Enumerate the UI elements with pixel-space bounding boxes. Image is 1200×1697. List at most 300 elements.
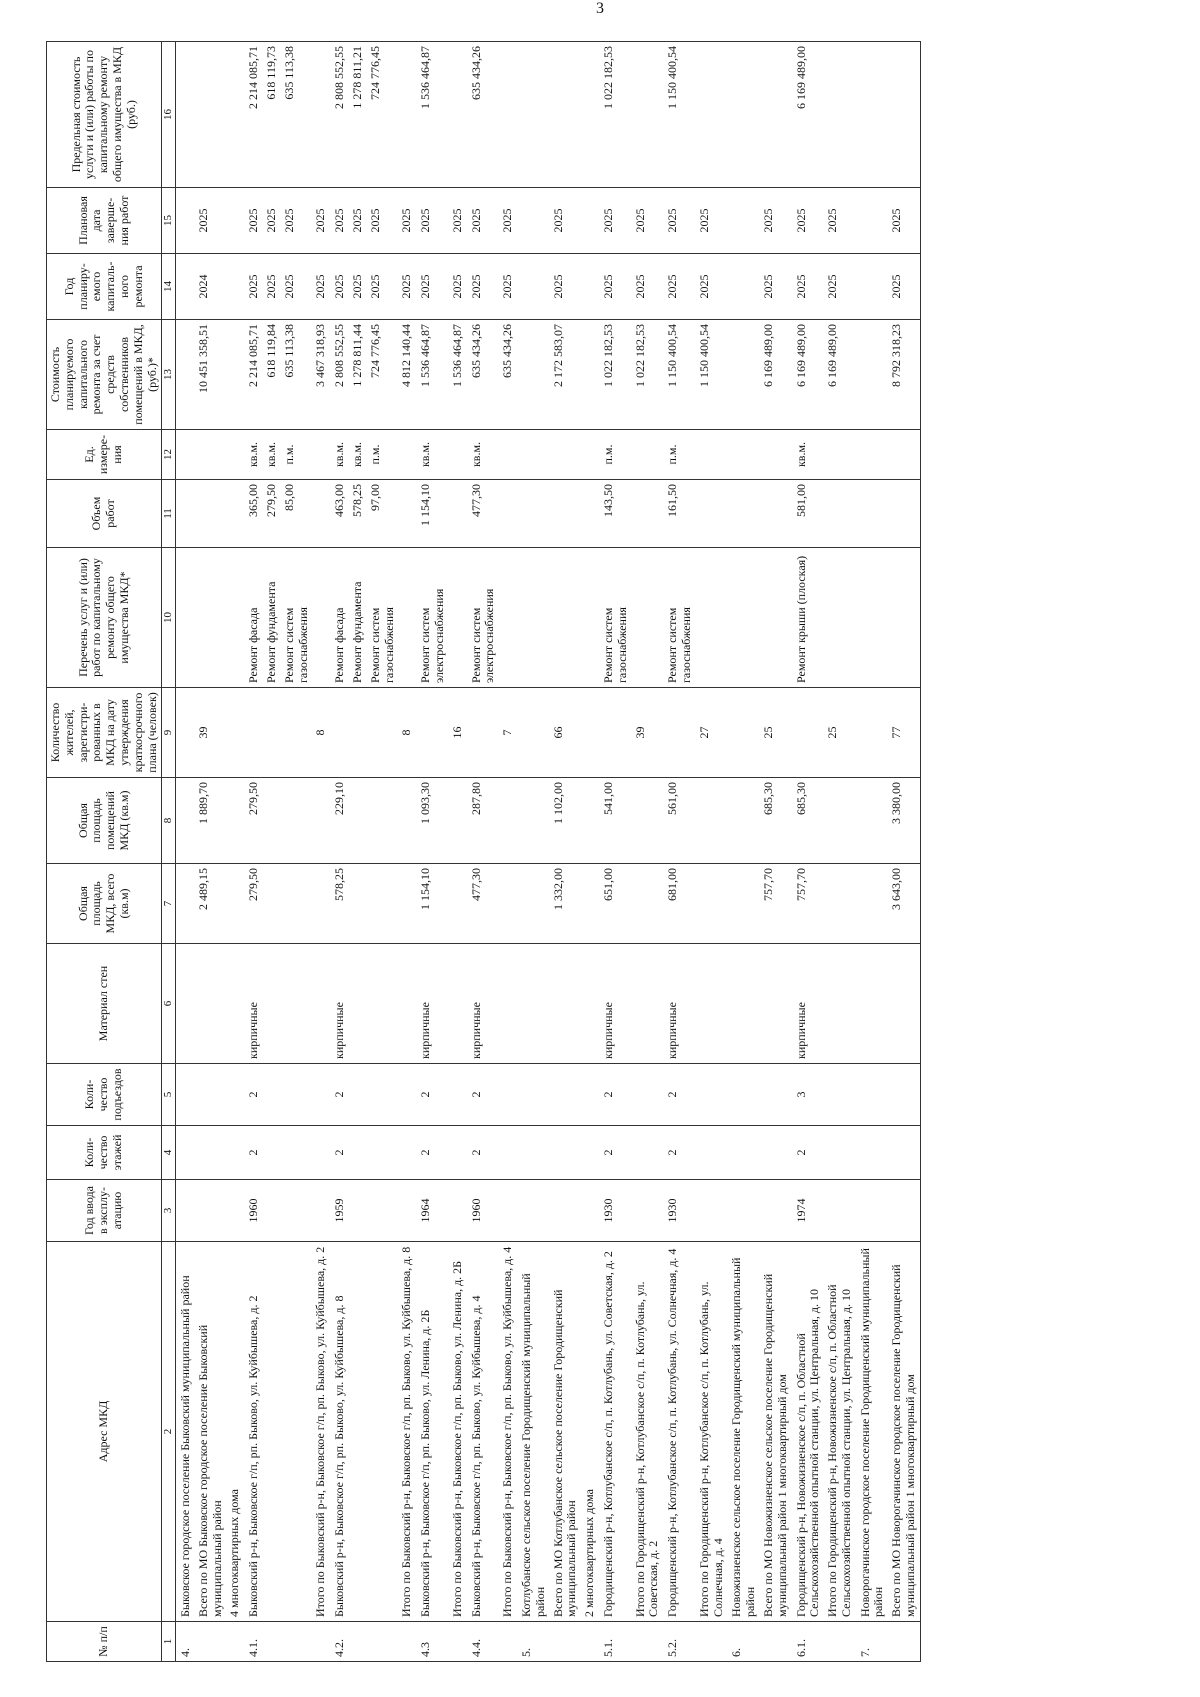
table-cell: 2 — [416, 1064, 449, 1126]
table-cell: 618 119,84 — [263, 320, 281, 430]
table-cell — [517, 480, 550, 548]
table-row — [398, 42, 416, 1662]
table-row — [824, 42, 856, 1662]
table-cell — [398, 430, 416, 480]
table-cell: 2025 — [449, 188, 467, 254]
table-row — [195, 42, 227, 1662]
table-cell: 10 451 358,51 — [195, 320, 227, 430]
table-cell — [581, 864, 599, 944]
table-cell — [195, 1126, 227, 1180]
table-cell: 2 — [599, 1064, 632, 1126]
table-cell — [824, 1126, 856, 1180]
table-cell — [581, 1126, 599, 1180]
table-cell: Городищенский р-н, Котлубанское с/п, п. Котлубань, ул. Советская, д. 2 — [599, 1242, 632, 1622]
table-cell — [696, 1622, 728, 1662]
table-cell: 635 434,26 — [499, 320, 517, 430]
table-cell: 1 022 182,53 — [632, 320, 664, 430]
table-cell: 161,50 — [663, 480, 696, 548]
table-cell — [581, 1180, 599, 1242]
table-cell — [263, 1242, 281, 1622]
table-cell — [824, 778, 856, 864]
table-cell — [449, 480, 467, 548]
table-cell: 1930 — [663, 1180, 696, 1242]
table-cell: 3 467 318,93 — [312, 320, 330, 430]
table-cell: Итого по Быковский р-н, Быковское г/п, рп. Быково, ул. Куйбышева, д. 8 — [398, 1242, 416, 1622]
table-cell: 5.2. — [663, 1622, 696, 1662]
table-cell — [727, 188, 760, 254]
table-cell — [226, 42, 244, 188]
column-number: 9 — [162, 688, 176, 778]
table-cell — [195, 42, 227, 188]
table-cell — [888, 42, 920, 188]
table-cell — [581, 430, 599, 480]
table-cell — [176, 430, 195, 480]
table-cell: 2024 — [195, 254, 227, 320]
table-row — [281, 42, 313, 1662]
table-cell: 2 214 085,71 — [244, 42, 263, 188]
table-cell — [760, 42, 792, 188]
table-cell — [517, 430, 550, 480]
table-cell — [888, 944, 920, 1064]
table-cell — [856, 548, 889, 688]
table-cell: 8 — [398, 688, 416, 778]
table-cell: Ремонт фундамента — [263, 548, 281, 688]
table-cell — [449, 430, 467, 480]
table-cell — [856, 688, 889, 778]
table-row — [581, 42, 599, 1662]
table-cell: 279,50 — [263, 480, 281, 548]
table-cell — [824, 864, 856, 944]
column-header: Ед. измере-ния — [47, 430, 162, 480]
table-cell: Итого по Быковский р-н, Быковское г/п, рп. Быково, ул. Куйбышева, д. 4 — [499, 1242, 517, 1622]
table-cell: 6 169 489,00 — [824, 320, 856, 430]
table-cell — [263, 1622, 281, 1662]
column-header: Адрес МКД — [47, 1242, 162, 1622]
column-number: 15 — [162, 188, 176, 254]
table-cell — [581, 688, 599, 778]
table-cell — [632, 1126, 664, 1180]
table-cell — [517, 188, 550, 254]
table-cell: Итого по Городищенский р-н, Котлубанское с/п, п. Котлубань, ул. Солнечная, д. 4 — [696, 1242, 728, 1622]
table-cell: 2025 — [663, 188, 696, 254]
table-cell: 5. — [517, 1622, 550, 1662]
table-cell: 2025 — [330, 188, 349, 254]
table-cell: 2 808 552,55 — [330, 320, 349, 430]
table-cell: Ремонт фасада — [244, 548, 263, 688]
table-cell — [581, 188, 599, 254]
table-cell — [349, 1622, 367, 1662]
table-cell — [632, 1064, 664, 1126]
table-cell — [550, 944, 582, 1064]
table-cell: 477,30 — [467, 864, 500, 944]
table-cell — [312, 1064, 330, 1126]
table-cell — [727, 1126, 760, 1180]
table-cell — [367, 1242, 399, 1622]
table-cell: 685,30 — [760, 778, 792, 864]
table-cell: 2025 — [696, 188, 728, 254]
table-cell: 635 434,26 — [467, 320, 500, 430]
table-cell — [696, 430, 728, 480]
table-cell — [281, 1242, 313, 1622]
table-cell — [581, 778, 599, 864]
table-cell — [888, 1180, 920, 1242]
column-number-row — [162, 42, 176, 1662]
table-cell — [499, 944, 517, 1064]
table-row — [888, 42, 920, 1662]
table-cell: 2025 — [398, 254, 416, 320]
table-cell: 724 776,45 — [367, 320, 399, 430]
table-cell — [330, 688, 349, 778]
column-header: Количество жителей, зарегистри-рованных в МКД на дату утверждения краткосрочного плана (человек) — [47, 688, 162, 778]
table-cell — [176, 688, 195, 778]
table-cell — [226, 188, 244, 254]
table-cell — [226, 320, 244, 430]
table-cell — [824, 480, 856, 548]
table-cell: 2025 — [367, 188, 399, 254]
column-number: 1 — [162, 1622, 176, 1662]
table-cell: кирпичные — [599, 944, 632, 1064]
table-cell — [226, 254, 244, 320]
table-cell — [226, 864, 244, 944]
table-row — [727, 42, 760, 1662]
table-cell — [517, 944, 550, 1064]
table-cell — [176, 778, 195, 864]
table-cell: 2025 — [760, 188, 792, 254]
table-cell — [263, 864, 281, 944]
capital-repair-table — [46, 41, 921, 1662]
table-cell: 2 — [244, 1126, 263, 1180]
table-cell — [727, 944, 760, 1064]
table-cell — [312, 864, 330, 944]
table-row — [760, 42, 792, 1662]
table-cell — [550, 42, 582, 188]
table-cell — [398, 1126, 416, 1180]
table-cell — [467, 688, 500, 778]
table-row — [517, 42, 550, 1662]
table-cell: 2025 — [499, 188, 517, 254]
table-cell — [632, 1180, 664, 1242]
table-cell — [824, 548, 856, 688]
table-cell — [581, 1064, 599, 1126]
column-number: 2 — [162, 1242, 176, 1622]
table-cell — [244, 688, 263, 778]
table-cell — [312, 1126, 330, 1180]
column-number: 8 — [162, 778, 176, 864]
table-cell: 2 — [663, 1064, 696, 1126]
column-header: Предельная стоимость услуги и (или) работы по капитальному ремонту общего имущества в МКД (руб.) — [47, 42, 162, 188]
table-cell: Ремонт систем газоснабжения — [599, 548, 632, 688]
table-cell — [581, 42, 599, 188]
table-cell: 5.1. — [599, 1622, 632, 1662]
table-cell — [888, 1622, 920, 1662]
table-row — [696, 42, 728, 1662]
table-cell — [176, 1064, 195, 1126]
table-cell: кирпичные — [330, 944, 349, 1064]
table-cell: 8 792 318,23 — [888, 320, 920, 430]
table-cell: 7. — [856, 1622, 889, 1662]
table-cell — [398, 42, 416, 188]
table-cell: 2025 — [467, 254, 500, 320]
table-cell: Итого по Быковский р-н, Быковское г/п, рп. Быково, ул. Ленина, д. 2Б — [449, 1242, 467, 1622]
table-cell — [632, 864, 664, 944]
table-cell: 4.2. — [330, 1622, 349, 1662]
table-cell: кирпичные — [244, 944, 263, 1064]
table-cell: 635 113,38 — [281, 320, 313, 430]
table-row — [312, 42, 330, 1662]
table-cell — [517, 42, 550, 188]
table-cell: 3 380,00 — [888, 778, 920, 864]
table-cell — [856, 778, 889, 864]
table-cell: 2025 — [599, 188, 632, 254]
table-cell: 2025 — [244, 254, 263, 320]
table-cell: 2025 — [499, 254, 517, 320]
table-cell: 1 536 464,87 — [416, 42, 449, 188]
table-cell: Итого по Городищенский р-н, Новожизненское с/п, п. Областной Сельскохозяйственной опытной станции, ул. Центральная, д. 10 — [824, 1242, 856, 1622]
table-cell: 66 — [550, 688, 582, 778]
table-cell: 2025 — [550, 188, 582, 254]
column-number: 16 — [162, 42, 176, 188]
table-cell — [727, 1180, 760, 1242]
table-cell — [263, 1126, 281, 1180]
table-cell — [398, 480, 416, 548]
table-cell: 2025 — [888, 254, 920, 320]
table-row — [226, 42, 244, 1662]
table-cell: 39 — [195, 688, 227, 778]
table-cell — [349, 1242, 367, 1622]
table-cell — [888, 548, 920, 688]
column-number: 13 — [162, 320, 176, 430]
table-body — [176, 42, 921, 1662]
table-cell: 1964 — [416, 1180, 449, 1242]
table-cell — [349, 944, 367, 1064]
table-cell: Котлубанское сельское поселение Городищенский муниципальный район — [517, 1242, 550, 1622]
table-cell — [696, 1126, 728, 1180]
table-cell — [632, 1622, 664, 1662]
table-cell — [499, 1622, 517, 1662]
table-cell — [281, 778, 313, 864]
table-cell — [367, 1180, 399, 1242]
table-cell — [449, 1180, 467, 1242]
table-cell — [312, 42, 330, 188]
table-cell — [226, 1126, 244, 1180]
table-cell — [517, 548, 550, 688]
table-cell — [263, 1064, 281, 1126]
table-cell: Быковский р-н, Быковское г/п, рп. Быково, ул. Куйбышева, д. 4 — [467, 1242, 500, 1622]
table-cell: 39 — [632, 688, 664, 778]
table-cell — [581, 1622, 599, 1662]
table-cell: 2 — [467, 1126, 500, 1180]
table-cell — [888, 480, 920, 548]
table-cell: 2 — [330, 1126, 349, 1180]
table-cell: 635 113,38 — [281, 42, 313, 188]
table-cell — [517, 254, 550, 320]
table-cell — [696, 480, 728, 548]
table-cell — [632, 778, 664, 864]
table-cell: Городищенский р-н, Новожизненское с/п, п. Областной Сельскохозяйственной опытной станции, ул. Центральная, д. 10 — [792, 1242, 825, 1622]
table-cell: 1 093,30 — [416, 778, 449, 864]
table-cell — [367, 864, 399, 944]
table-cell — [449, 548, 467, 688]
table-cell: 2025 — [312, 254, 330, 320]
table-cell: 16 — [449, 688, 467, 778]
column-header: Материал стен — [47, 944, 162, 1064]
table-cell — [398, 548, 416, 688]
table-cell — [581, 320, 599, 430]
table-cell: Всего по МО Новожизненское сельское поселение Городищенский муниципальный район 1 многоквартирный дом — [760, 1242, 792, 1622]
table-cell — [312, 480, 330, 548]
table-cell — [312, 430, 330, 480]
table-cell: 2 489,15 — [195, 864, 227, 944]
table-cell: 1 102,00 — [550, 778, 582, 864]
table-cell: кирпичные — [467, 944, 500, 1064]
table-cell: 2025 — [416, 188, 449, 254]
table-cell: кв.м. — [263, 430, 281, 480]
column-header: № п/п — [47, 1622, 162, 1662]
table-cell — [727, 1064, 760, 1126]
table-cell: 2025 — [195, 188, 227, 254]
table-cell: 757,70 — [792, 864, 825, 944]
table-cell: 2025 — [281, 254, 313, 320]
table-cell — [449, 42, 467, 188]
table-cell — [550, 1622, 582, 1662]
table-cell — [499, 430, 517, 480]
table-cell: 2 — [330, 1064, 349, 1126]
table-row — [550, 42, 582, 1662]
table-cell — [727, 320, 760, 430]
table-cell: 578,25 — [349, 480, 367, 548]
table-cell: 279,50 — [244, 778, 263, 864]
table-cell — [760, 430, 792, 480]
column-header: Плановая дата заверше-ния работ — [47, 188, 162, 254]
table-cell — [824, 1180, 856, 1242]
table-cell: Ремонт систем газоснабжения — [281, 548, 313, 688]
table-cell — [856, 430, 889, 480]
table-cell: кв.м. — [467, 430, 500, 480]
table-cell: 97,00 — [367, 480, 399, 548]
table-cell: 1 022 182,53 — [599, 320, 632, 430]
table-cell: 4. — [176, 1622, 195, 1662]
table-cell — [499, 42, 517, 188]
table-cell: 2025 — [663, 254, 696, 320]
table-cell: Ремонт систем электроснабжения — [467, 548, 500, 688]
table-cell: 635 434,26 — [467, 42, 500, 188]
table-cell — [226, 548, 244, 688]
table-cell: 2025 — [792, 188, 825, 254]
table-cell: 85,00 — [281, 480, 313, 548]
table-cell — [499, 778, 517, 864]
table-cell — [760, 1064, 792, 1126]
table-cell: кв.м. — [792, 430, 825, 480]
table-row — [663, 42, 696, 1662]
table-cell — [696, 864, 728, 944]
table-cell: 1960 — [467, 1180, 500, 1242]
column-header: Год планиру-емого капиталь-ного ремонта — [47, 254, 162, 320]
table-cell: 2025 — [349, 254, 367, 320]
table-cell: Быковский р-н, Быковское г/п, рп. Быково, ул. Куйбышева, д. 2 — [244, 1242, 263, 1622]
table-cell — [727, 430, 760, 480]
table-cell — [349, 1180, 367, 1242]
table-cell — [263, 688, 281, 778]
table-cell — [281, 1064, 313, 1126]
table-cell — [727, 548, 760, 688]
table-cell: 1930 — [599, 1180, 632, 1242]
table-cell — [449, 778, 467, 864]
table-cell — [312, 1622, 330, 1662]
table-cell: п.м. — [367, 430, 399, 480]
table-cell — [517, 320, 550, 430]
table-cell: кв.м. — [244, 430, 263, 480]
table-cell — [499, 1126, 517, 1180]
table-cell — [696, 548, 728, 688]
table-cell: 2 — [663, 1126, 696, 1180]
table-cell — [398, 1622, 416, 1662]
table-cell — [367, 944, 399, 1064]
column-number: 11 — [162, 480, 176, 548]
table-cell: Ремонт фасада — [330, 548, 349, 688]
table-cell — [824, 430, 856, 480]
table-cell: 2025 — [632, 188, 664, 254]
table-cell: 1 150 400,54 — [663, 42, 696, 188]
table-cell — [226, 688, 244, 778]
table-cell — [550, 548, 582, 688]
table-cell — [226, 1622, 244, 1662]
table-cell — [517, 778, 550, 864]
table-cell: 1 332,00 — [550, 864, 582, 944]
table-cell: 1 278 811,21 — [349, 42, 367, 188]
table-cell — [349, 688, 367, 778]
table-cell — [349, 778, 367, 864]
table-cell: 1 889,70 — [195, 778, 227, 864]
table-cell — [581, 254, 599, 320]
table-cell — [581, 944, 599, 1064]
table-cell — [312, 1180, 330, 1242]
table-cell — [226, 480, 244, 548]
table-cell — [312, 944, 330, 1064]
table-cell: Быковское городское поселение Быковский муниципальный район — [176, 1242, 195, 1622]
table-cell — [856, 42, 889, 188]
table-cell — [888, 1126, 920, 1180]
table-cell: 2 808 552,55 — [330, 42, 349, 188]
table-cell: Новорогачинское городское поселение Городищенский муниципальный район — [856, 1242, 889, 1622]
table-cell — [449, 864, 467, 944]
table-cell: 3 643,00 — [888, 864, 920, 944]
table-cell — [312, 778, 330, 864]
page-number: 3 — [596, 0, 604, 17]
table-cell — [824, 944, 856, 1064]
table-cell — [517, 688, 550, 778]
table-cell — [226, 944, 244, 1064]
table-cell: 2025 — [367, 254, 399, 320]
table-cell: 4.3 — [416, 1622, 449, 1662]
table-cell: 2025 — [398, 188, 416, 254]
table-cell — [856, 254, 889, 320]
table-cell — [226, 778, 244, 864]
table-cell — [550, 1180, 582, 1242]
table-cell — [176, 188, 195, 254]
table-cell: 2025 — [349, 188, 367, 254]
table-cell — [499, 480, 517, 548]
table-cell: 651,00 — [599, 864, 632, 944]
table-cell — [281, 1180, 313, 1242]
table-cell: 27 — [696, 688, 728, 778]
table-cell — [281, 1126, 313, 1180]
table-cell — [499, 1064, 517, 1126]
table-cell — [176, 548, 195, 688]
table-cell — [449, 1126, 467, 1180]
table-cell: Быковский р-н, Быковское г/п, рп. Быково, ул. Ленина, д. 2Б — [416, 1242, 449, 1622]
table-cell: 581,00 — [792, 480, 825, 548]
column-header: Год ввода в эксплу-атацию — [47, 1180, 162, 1242]
